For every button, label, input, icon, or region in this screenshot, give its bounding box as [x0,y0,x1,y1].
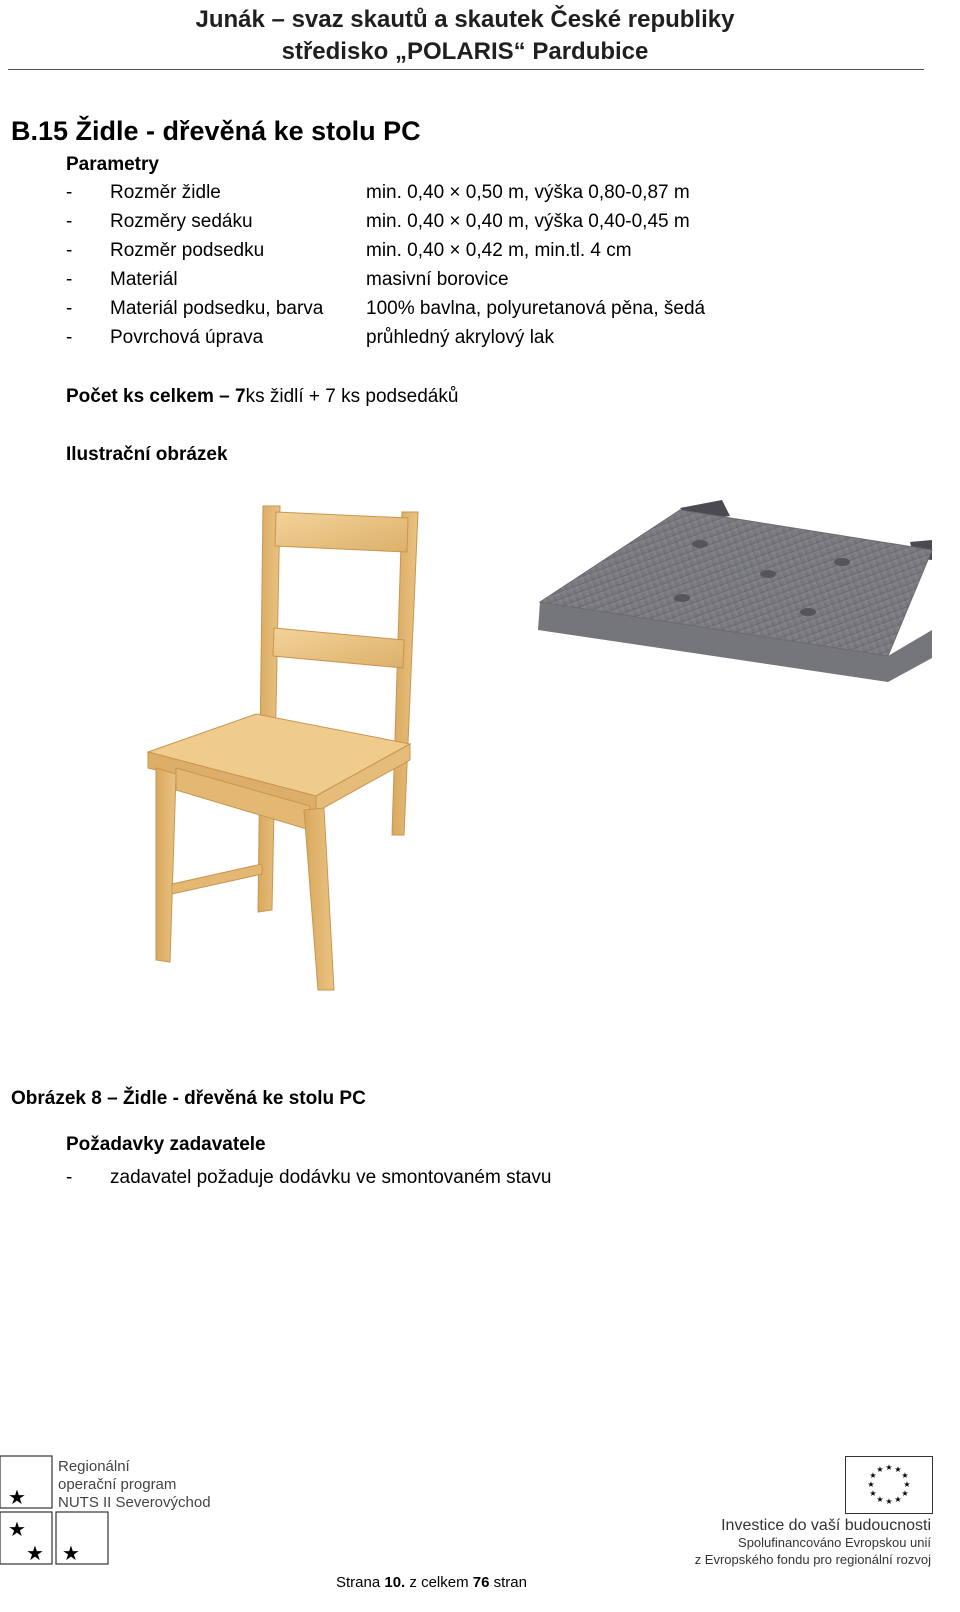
svg-text:★: ★ [869,1471,877,1480]
illustration-figure [0,490,960,1010]
page-total: 76 [472,1574,490,1591]
param-label: Rozměr podsedku [110,240,265,261]
param-label: Rozměr židle [110,182,221,203]
header-line-2: středisko „POLARIS“ Pardubice [281,38,649,65]
eu-line: Investice do vaší budoucnosti [721,1517,931,1534]
chair-illustration [148,506,418,990]
section-title: B.15 Židle - dřevěná ke stolu PC [11,116,421,146]
svg-text:★: ★ [8,1517,26,1541]
page-prefix: Strana [336,1574,385,1591]
param-label: Materiál [110,269,178,290]
bullet-dash: - [66,298,73,319]
param-value: min. 0,40 × 0,40 m, výška 0,40-0,45 m [366,211,690,232]
param-label: Rozměry sedáku [110,211,253,232]
quantity-line [66,386,458,408]
svg-text:★: ★ [62,1541,80,1565]
svg-text:★: ★ [8,1485,26,1509]
svg-text:★: ★ [894,1465,902,1474]
eu-flag-icon [845,1456,933,1514]
parameters-heading: Parametry [66,154,159,175]
svg-text:★: ★ [876,1495,884,1504]
svg-text:★: ★ [894,1495,902,1504]
bullet-dash: - [66,182,73,203]
illustration-heading: Ilustrační obrázek [66,444,228,465]
svg-text:★: ★ [876,1465,884,1474]
svg-text:★: ★ [26,1541,44,1565]
param-value: 100% bavlna, polyuretanová pěna, šedá [366,298,706,319]
param-value: masivní borovice [366,269,509,290]
rop-line: NUTS II Severovýchod [58,1494,211,1511]
bullet-dash: - [66,211,73,232]
svg-text:★: ★ [869,1489,877,1498]
rop-logo-text [58,1458,211,1512]
bullet-dash: - [66,1167,73,1188]
quantity-bold: Počet ks celkem – 7 [66,386,246,407]
bullet-dash: - [66,327,73,348]
page-middle: z celkem [405,1574,473,1591]
svg-text:★: ★ [885,1463,893,1472]
svg-text:★: ★ [903,1480,911,1489]
param-value: min. 0,40 × 0,42 m, min.tl. 4 cm [366,240,632,261]
figure-caption: Obrázek 8 – Židle - dřevěná ke stolu PC [11,1088,366,1109]
quantity-rest: ks židlí + 7 ks podsedáků [245,386,459,407]
eu-text [686,1517,931,1568]
requirement-text: zadavatel požaduje dodávku ve smontovaném stavu [110,1167,552,1188]
eu-line: Spolufinancováno Evropskou unií [738,1535,931,1550]
svg-text:★: ★ [867,1480,875,1489]
svg-text:★: ★ [901,1489,909,1498]
svg-text:★: ★ [885,1497,893,1506]
bullet-dash: - [66,269,73,290]
param-label: Povrchová úprava [110,327,264,348]
eu-line: z Evropského fondu pro regionální rozvoj [694,1552,931,1567]
param-value: průhledný akrylový lak [366,327,554,348]
requirements-heading: Požadavky zadavatele [66,1134,266,1155]
param-value: min. 0,40 × 0,50 m, výška 0,80-0,87 m [366,182,690,203]
header-line-1: Junák – svaz skautů a skautek České republiky [195,6,735,33]
param-label: Materiál podsedku, barva [110,298,324,319]
seat-cushion-illustration [538,500,932,682]
page-number [336,1574,527,1591]
bullet-dash: - [66,240,73,261]
header-divider [8,69,924,70]
svg-text:★: ★ [901,1471,909,1480]
rop-line: Regionální [58,1458,130,1475]
page-suffix: stran [489,1574,527,1591]
page-current: 10. [384,1574,406,1591]
rop-line: operační program [58,1476,177,1493]
